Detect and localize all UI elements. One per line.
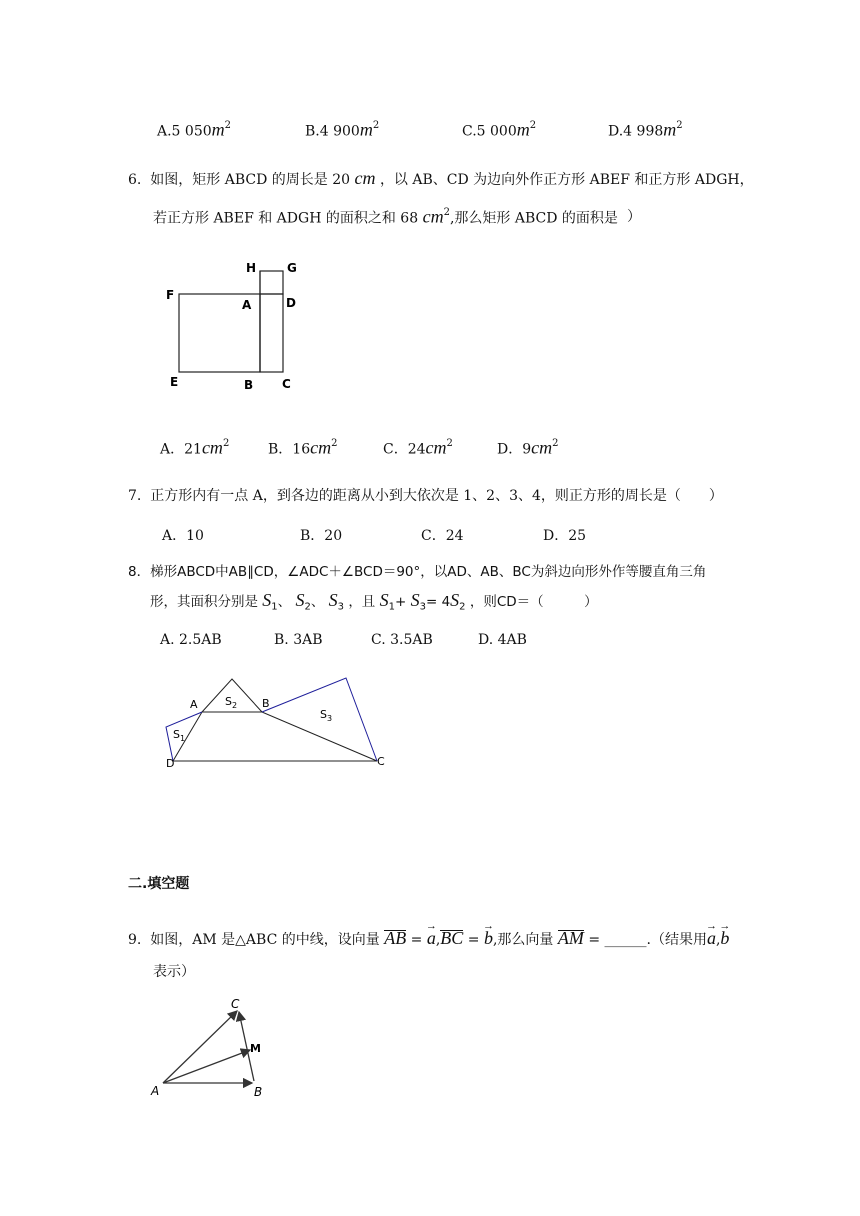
question-number: 9. bbox=[128, 932, 142, 948]
q8-line2: 形，其面积分别是 $S_1$、 $S_2$、 $S_3$ ，且 $S_1+ S_3= 4S_2$ ，则CD＝（ ） bbox=[150, 590, 598, 613]
square-adgh bbox=[260, 271, 283, 294]
label-h: H bbox=[246, 261, 257, 275]
trapezoid-abcd bbox=[173, 712, 377, 761]
label-m: M bbox=[250, 1042, 261, 1055]
q8-option-d: D. 4AB bbox=[478, 632, 527, 648]
label-d: D bbox=[286, 296, 296, 310]
label-e: E bbox=[170, 375, 179, 389]
question-number: 6. bbox=[128, 172, 142, 188]
label-a: A bbox=[242, 298, 252, 312]
label-s2: $S_2$ bbox=[225, 695, 238, 710]
q6-line1: 6. 如图，矩形 ABCD 的周长是 20 cm ，以 AB、CD 为边向外作正方形 ABEF 和正方形 ADGH， bbox=[128, 168, 754, 188]
label-b: B bbox=[254, 1085, 263, 1099]
q5-option-d: D.4 $998m^2$ bbox=[608, 119, 683, 140]
q7-option-b: B．20 bbox=[300, 528, 343, 544]
rectangle-abcd bbox=[260, 294, 283, 372]
label-c: C bbox=[282, 377, 291, 391]
label-d: D bbox=[166, 757, 175, 770]
q6-answer-paren: ） bbox=[627, 209, 641, 225]
section-title: 二.填空题 bbox=[128, 876, 190, 892]
q7-option-c: C．24 bbox=[421, 528, 464, 544]
q7-text: 7. 正方形内有一点 A，到各边的距离从小到大依次是 1、2、3、4，则正方形的周长是（ ） bbox=[128, 488, 723, 504]
q9-line1: 9. 如图，AM 是△ABC 的中线，设向量 AB = → a,BC = → b,那么向量 AM = ______.（结果用→ a,→ b bbox=[128, 928, 729, 950]
label-c: C bbox=[231, 997, 240, 1011]
q5-option-a: A.5 $050m^2$ bbox=[157, 119, 232, 140]
q8-option-c: C. 3.5AB bbox=[371, 632, 433, 648]
label-c: C bbox=[377, 755, 385, 768]
label-g: G bbox=[287, 261, 297, 275]
label-s1: $S_1$ bbox=[173, 728, 186, 743]
q5-option-b: B.4 $900m^2$ bbox=[305, 119, 380, 140]
q6-line2: 若正方形 ABEF 和 ADGH 的面积之和 68 $cm^2$,那么矩形 ABCD 的面积是 bbox=[153, 206, 618, 227]
q9-line2: 表示） bbox=[153, 964, 195, 980]
label-f: F bbox=[166, 288, 175, 302]
q8-option-a: A. 2.5AB bbox=[160, 632, 222, 648]
q6-option-a: A．$21cm^2$ bbox=[160, 437, 230, 458]
q8-option-b: B. 3AB bbox=[274, 632, 323, 648]
q5-option-c: C.5 $000m^2$ bbox=[462, 119, 537, 140]
answer-blank[interactable]: ______ bbox=[604, 932, 647, 948]
q7-option-a: A．10 bbox=[162, 528, 204, 544]
q6-option-b: B．$16cm^2$ bbox=[268, 437, 338, 458]
q6-option-c: C．$24cm^2$ bbox=[383, 437, 453, 458]
label-a: A bbox=[190, 698, 198, 711]
q6-option-d: D．$9cm^2$ bbox=[497, 437, 559, 458]
label-s3: $S_3$ bbox=[320, 708, 333, 723]
label-b: B bbox=[262, 697, 270, 710]
q7-option-d: D．25 bbox=[543, 528, 587, 544]
q8-line1: 8．梯形ABCD中AB∥CD，∠ADC＋∠BCD＝90°，以AD、AB、BC为斜边向形外作等腰直角三角 bbox=[128, 564, 707, 580]
question-number: 7. bbox=[128, 488, 142, 504]
label-a: A bbox=[151, 1084, 160, 1098]
q8-figure bbox=[150, 670, 400, 780]
q6-figure bbox=[150, 250, 320, 400]
vector-ac bbox=[163, 1011, 237, 1083]
label-b: B bbox=[244, 378, 254, 392]
vector-am bbox=[163, 1050, 250, 1083]
q9-figure bbox=[145, 995, 285, 1105]
